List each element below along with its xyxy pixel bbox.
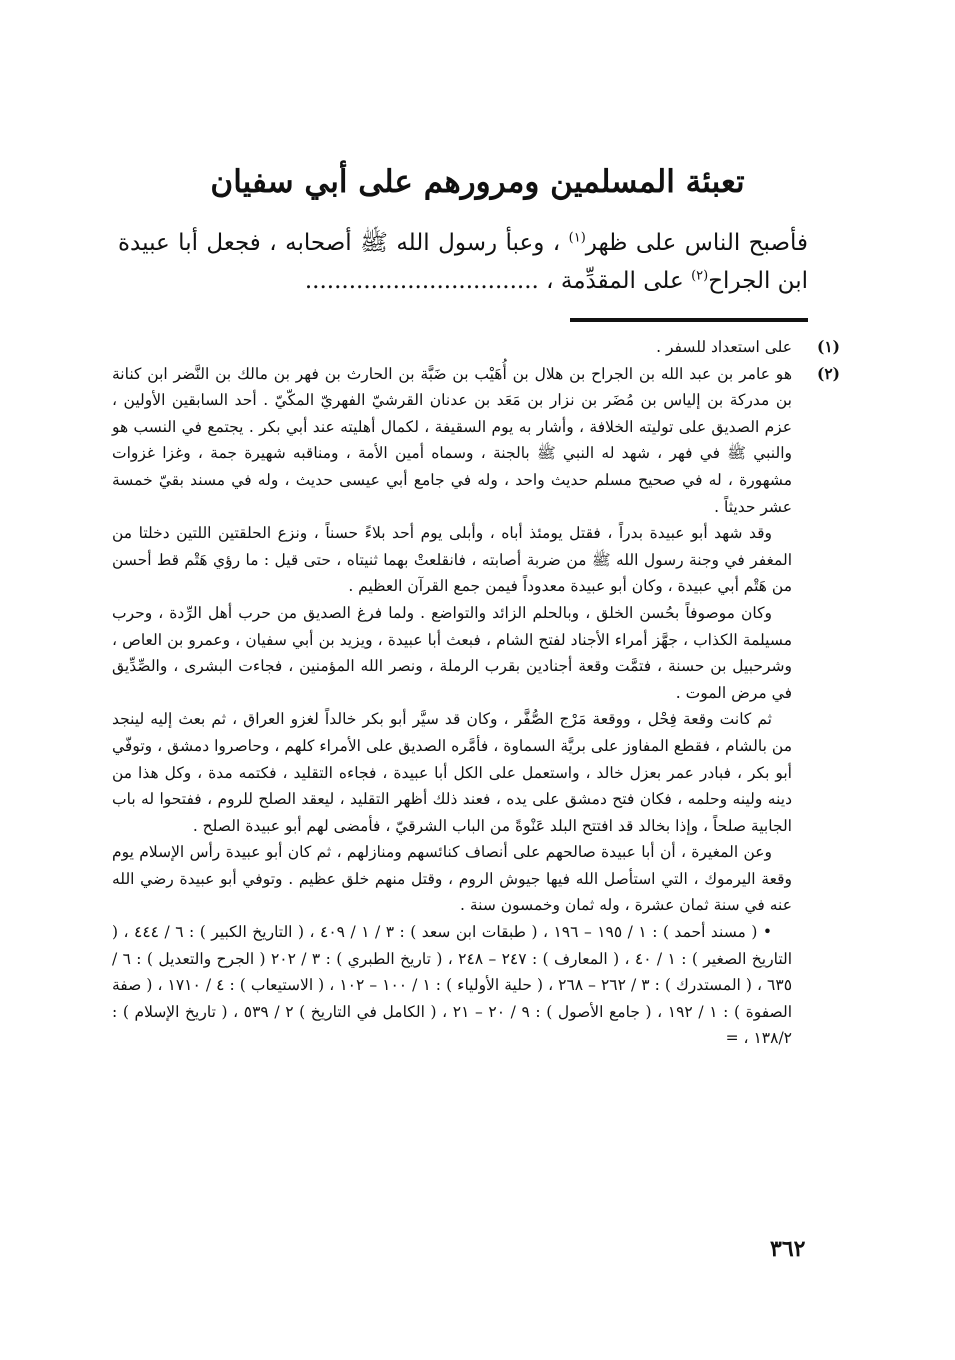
footnote-paragraph: هو عامر بن عبد الله بن الجراح بن هلال بن أُهَيْب بن ضَبَّة بن الحارث بن فهر بن مالك بن النَّضر ابن كنانة بن مدركة بن إلياس بن مُضَر بن نزار بن مَعَد بن عدنان القرشيّ الفهريّ المكّيّ . أحد السابقين الأولين ، عزم الصديق على توليته الخلافة ، وأشار به يوم السقيفة ، لكمال أهليته عند أبي بكر . يجتمع في النسب هو والنبي ﷺ في فهر ، شهد له النبي ﷺ بالجنة ، وسماه أمين الأمة ، ومناقبه شهيرة جمة ، وغزا غزوات مشهورة ، له في صحيح مسلم حديث واحد ، وله في جامع أبي عيسى حديث ، وله في مسند بقيّ خمسة عشر حديثاً . xyxy=(112,364,792,516)
footnote-paragraph: وكان موصوفاً بحُسن الخلق ، وبالحلم الزائد والتواضع . ولما فرغ الصديق من حرب أهل الرِّدة ، وحرب مسيلمة الكذاب ، جهَّز أمراء الأجناد لفتح الشام ، فبعث أبا عبيدة ، ويزيد بن أبي سفيان ، وعمرو بن العاص ، وشرحبيل بن حسنة ، فتمَّت وقعة أجنادين بقرب الرملة ، ونصر الله المؤمنين ، فجاءت البشرى ، والصِّدِّيق في مرض الموت . xyxy=(112,603,792,702)
footnote-paragraph: وقد شهد أبو عبيدة بدراً ، فقتل يومئذ أباه ، وأبلى يوم أحد بلاءً حسناً ، ونزع الحلقتين اللتين دخلتا من المغفر في وجنة رسول الله ﷺ من ضربة أصابته ، فانقلعتْ بهما ثنيتاه ، حتى قيل : ما رؤي هَتْم قط أحسن من هَتْم أبي عبيدة ، وكان أبو عبيدة معدوداً فيمن جمع القرآن العظيم . xyxy=(112,524,792,596)
main-text-line-2: ابن الجراح$^{(٢)}$ على المقدِّمة ، ................................ xyxy=(304,268,808,294)
footnote-number: (٢) xyxy=(816,363,840,383)
footnote-sources: • ( مسند أحمد ) : ١ / ١٩٥ – ١٩٦ ، ( طبقات ابن سعد ) : ٣ / ١ / ٤٠٩ ، ( التاريخ الكبير ) : ٦ / ٤٤٤ ، ( التاريخ الصغير ) : ١ / ٤٠ ، ( المعارف ) : ٢٤٧ – ٢٤٨ ، ( تاريخ الطبري ) : ٣ / ٢٠٢ ( الجرح والتعديل ) : ٦ / ٦٣٥ ، ( المستدرك ) : ٣ / ٢٦٢ – ٢٦٨ ، ( حلية الأولياء ) : ١ / ١٠٠ – ١٠٢ ، ( الاستيعاب ) : ٤ / ١٧١٠ ، ( صفة الصفوة ) : ١ / ١٩٢ ، ( جامع الأصول ) : ٩ / ٢٠ – ٢١ ، ( الكامل في التاريخ ) ٢ / ٥٣٩ ، ( تاريخ الإسلام ) : ١٣٨/٢ ، = xyxy=(112,923,793,1048)
dotted-ellipsis: ................................ xyxy=(304,268,539,294)
footnotes xyxy=(112,334,840,1052)
footnote-2 xyxy=(112,361,840,1052)
footnote-text: على استعداد للسفر . xyxy=(656,338,792,356)
page-number: ٣٦٢ xyxy=(770,1236,806,1262)
main-text-line-1: فأصبح الناس على ظهر$^{(١)}$ ، وعبأ رسول الله ﷺ أصحابه ، فجعل أبا عبيدة xyxy=(118,230,809,256)
chapter-title: تعبئة المسلمين ومرورهم على أبي سفيان xyxy=(210,164,745,200)
footnote-number: (١) xyxy=(816,337,840,356)
footnote-ref-1[interactable]: (١) xyxy=(568,230,586,246)
footnote-ref-2[interactable]: (٢) xyxy=(691,268,709,284)
footnote-paragraph: وعن المغيرة ، أن أبا عبيدة صالحهم على أنصاف كنائسهم ومنازلهم ، ثم كان أبو عبيدة رأس الإسلام يوم وقعة اليرموك ، التي استأصل الله فيها جيوش الروم ، وقتل منهم خلق عظيم . وتوفي أبو عبيدة رضي الله عنه في سنة ثمان عشرة ، وله ثمان وخمسون سنة . xyxy=(112,843,792,915)
footnote-separator xyxy=(570,318,808,322)
main-text xyxy=(118,224,808,300)
footnote-1 xyxy=(112,334,840,361)
footnote-paragraph: ثم كانت وقعة فِحْل ، ووقعة مَرْج الصُّفَّر ، وكان قد سيَّر أبو بكر خالداً لغزو العراق ، ثم بعث إليه لينجد من بالشام ، فقطع المفاوز على بريَّة السماوة ، فأمَّره الصديق على الأمراء كلهم ، وحاصروا دمشق ، وتوفّي أبو بكر ، فبادر عمر بعزل خالد ، واستعمل على الكل أبا عبيدة ، فجاءه التقليد ، فكتمه مدة ، وكل هذا من دينه ولينه وحلمه ، فكان فتح دمشق على يده ، فعند ذلك أظهر التقليد ، ليعقد الصلح للروم ، ففتحوا له باب الجابية صلحاً ، وإذا بخالد قد افتتح البلد عَنْوةً من الباب الشرقيّ ، فأمضى لهم أبو عبيدة الصلح . xyxy=(112,710,792,835)
